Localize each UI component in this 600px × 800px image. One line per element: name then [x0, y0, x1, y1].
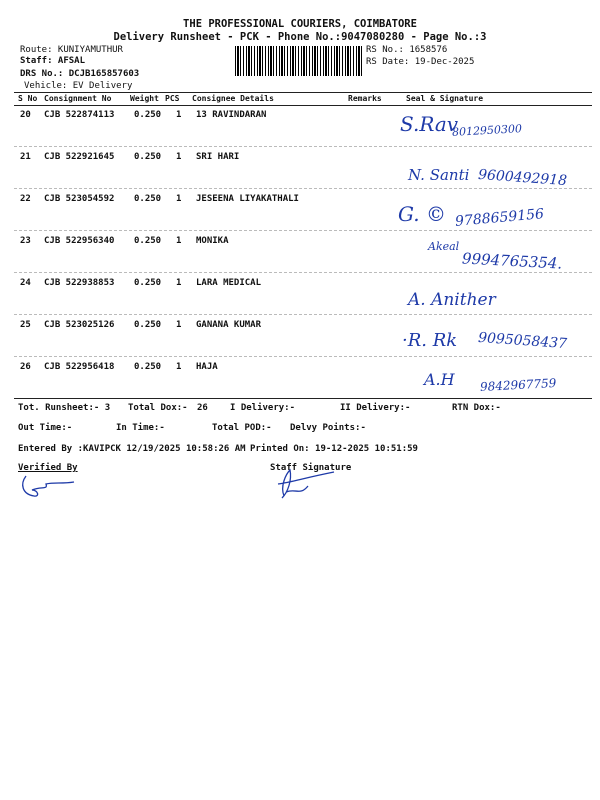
company-title: THE PROFESSIONAL COURIERS, COIMBATORE [183, 18, 417, 30]
row-divider [14, 272, 592, 273]
total-dox-value: 26 [197, 403, 208, 413]
row-sno: 25 [20, 320, 31, 330]
row-pcs: 1 [176, 152, 182, 162]
row-sno: 24 [20, 278, 31, 288]
handwritten-phone: 9842967759 [479, 376, 557, 394]
col-pcs: PCS [165, 94, 180, 103]
row-weight: 0.250 [134, 194, 162, 204]
consignee-signature: N. Santi [408, 166, 470, 184]
handwritten-phone: 9788659156 [454, 206, 545, 230]
consignee-signature: Akeal [428, 240, 460, 253]
delivery-points-label: Delvy Points:- [290, 423, 366, 433]
row-consignee: JESEENA LIYAKATHALI [196, 194, 299, 204]
row-divider [14, 146, 592, 147]
row-pcs: 1 [176, 320, 182, 330]
row-pcs: 1 [176, 278, 182, 288]
consignee-signature: ·R. Rk [402, 330, 458, 351]
col-consignment: Consignment No [44, 94, 112, 103]
row-consignment: CJB 522956418 [44, 362, 115, 372]
row-pcs: 1 [176, 362, 182, 372]
table-top-rule [14, 92, 592, 93]
col-remarks: Remarks [348, 94, 382, 103]
vehicle-label: Vehicle: EV Delivery [24, 81, 133, 91]
verified-by-label: Verified By [18, 463, 78, 473]
handwritten-phone: 9600492918 [477, 166, 568, 190]
col-weight: Weight [130, 94, 159, 103]
handwritten-phone: 9095058437 [477, 329, 568, 353]
total-runsheet: Tot. Runsheet:- 3 [18, 403, 111, 413]
row-divider [14, 188, 592, 189]
staff-label: Staff: AFSAL [20, 56, 86, 66]
row-consignee: HAJA [196, 362, 218, 372]
in-time-label: In Time:- [116, 423, 165, 433]
handwritten-phone: 9994765354. [461, 249, 563, 273]
row-divider [14, 314, 592, 315]
drs-label: DRS No.: DCJB165857603 [20, 69, 140, 79]
consignee-signature: A. Anither [408, 290, 496, 310]
row-weight: 0.250 [134, 320, 162, 330]
row-sno: 23 [20, 236, 31, 246]
rtn-dox-label: RTN Dox:- [452, 403, 501, 413]
entered-by: Entered By :KAVIPCK 12/19/2025 10:58:26 AM [18, 444, 246, 454]
row-sno: 21 [20, 152, 31, 162]
row-pcs: 1 [176, 110, 182, 120]
consignee-signature: G. © [398, 202, 446, 226]
row-divider [14, 230, 592, 231]
row-consignment: CJB 522938853 [44, 278, 115, 288]
i-delivery-label: I Delivery:- [230, 403, 296, 413]
row-consignment: CJB 522921645 [44, 152, 115, 162]
row-consignee: 13 RAVINDARAN [196, 110, 267, 120]
table-bottom-rule [14, 398, 592, 399]
ii-delivery-label: II Delivery:- [340, 403, 411, 413]
row-consignment: CJB 522956340 [44, 236, 115, 246]
row-divider [14, 356, 592, 357]
runsheet-subtitle: Delivery Runsheet - PCK - Phone No.:9047080280 - Page No.:3 [113, 31, 487, 43]
route-label: Route: KUNIYAMUTHUR [20, 45, 123, 55]
rs-date: RS Date: 19-Dec-2025 [366, 57, 475, 67]
col-sno: S No [18, 94, 38, 103]
row-weight: 0.250 [134, 362, 162, 372]
printed-on: Printed On: 19-12-2025 10:51:59 [250, 444, 418, 454]
row-consignee: LARA MEDICAL [196, 278, 262, 288]
row-weight: 0.250 [134, 152, 162, 162]
row-pcs: 1 [176, 194, 182, 204]
rs-number: RS No.: 1658576 [366, 45, 448, 55]
row-sno: 26 [20, 362, 31, 372]
handwritten-phone: 8012950300 [451, 122, 523, 139]
out-time-label: Out Time:- [18, 423, 73, 433]
col-seal-signature: Seal & Signature [406, 94, 484, 103]
row-weight: 0.250 [134, 278, 162, 288]
row-pcs: 1 [176, 236, 182, 246]
total-pod-label: Total POD:- [212, 423, 272, 433]
row-sno: 20 [20, 110, 31, 120]
row-consignment: CJB 523054592 [44, 194, 115, 204]
barcode-image [235, 46, 363, 76]
staff-signature-scribble [268, 466, 348, 502]
row-consignee: GANANA KUMAR [196, 320, 262, 330]
staff-signature-label: Staff Signature [270, 463, 352, 473]
row-consignee: SRI HARI [196, 152, 240, 162]
row-sno: 22 [20, 194, 31, 204]
consignee-signature: A.H [424, 370, 455, 389]
verifier-signature-scribble [18, 470, 78, 500]
row-consignment: CJB 523025126 [44, 320, 115, 330]
col-consignee: Consignee Details [192, 94, 274, 103]
row-weight: 0.250 [134, 110, 162, 120]
row-consignment: CJB 522874113 [44, 110, 115, 120]
row-consignee: MONIKA [196, 236, 229, 246]
table-header-rule [14, 105, 592, 106]
total-dox-label: Total Dox:- [128, 403, 188, 413]
consignee-signature: S.Rav [400, 112, 459, 136]
row-weight: 0.250 [134, 236, 162, 246]
